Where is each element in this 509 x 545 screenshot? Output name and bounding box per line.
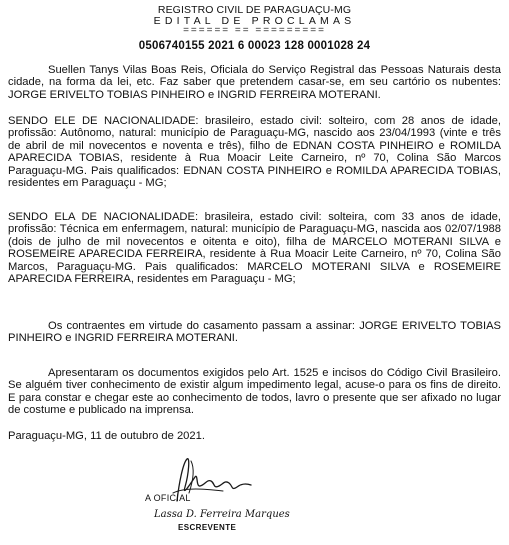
- registry-name: REGISTRO CIVIL DE PARAGUAÇU-MG: [157, 4, 352, 16]
- signatory-role: ESCREVENTE: [178, 523, 237, 532]
- registry-number: 0506740155 2021 6 00023 128 0001028 24: [138, 40, 371, 52]
- signature-names-paragraph: Os contraentes em virtude do casamento passam a assinar: JORGE ERIVELTO TOBIAS PINHEIRO e INGRID FERREIRA MOTERANI.: [8, 320, 501, 345]
- signatory-name: Lassa D. Ferreira Marques: [154, 509, 290, 520]
- signature-label: A OFICIAL: [145, 493, 191, 503]
- bride-paragraph: SENDO ELA DE NACIONALIDADE: brasileira, estado civil: solteira, com 33 anos de idade, profissão: Técnica em enfermagem, natural: município de Paraguaçu-MG, nascida aos 02/07/1988 (dois de julho de mil novecentos e oitenta e oito), filha de MARCELO MOTERANI SILVA e ROSEMEIRE APARECIDA FERREIRA, residente à Rua Moacir Leite Carneiro, nº 70, Colina São Marcos, Paraguaçu-MG. Pais qualificados: MARCELO MOTERANI SILVA e ROSEMEIRE APARECIDA FERREIRA, residentes em Paraguaçu - MG;: [8, 211, 501, 286]
- title-underline: ====== == =========: [183, 25, 326, 36]
- documents-paragraph: Apresentaram os documentos exigidos pelo Art. 1525 e incisos do Código Civil Brasileiro. Se alguém tiver conhecimento de existir algum impedimento legal, acuse-o para os fins de direito. E para constar e chegar este ao conhecimento de todos, lavro o presente que ser afixado no lugar de costume e publicado na imprensa.: [8, 367, 501, 417]
- date-line: Paraguaçu-MG, 11 de outubro de 2021.: [8, 430, 205, 442]
- groom-paragraph: SENDO ELE DE NACIONALIDADE: brasileiro, estado civil: solteiro, com 28 anos de idade, profissão: Autônomo, natural: município de Paraguaçu-MG, nascido aos 23/04/1993 (vinte e três de abril de mil novecentos e noventa e três), filho de EDNAN COSTA PINHEIRO e ROMILDA APARECIDA TOBIAS, residente à Rua Moacir Leite Carneiro, nº 70, Colina São Marcos Paraguaçu-MG. Pais qualificados: EDNAN COSTA PINHEIRO e ROMILDA APARECIDA TOBIAS, residentes em Paraguaçu - MG;: [8, 115, 501, 190]
- intro-paragraph: Suellen Tanys Vilas Boas Reis, Oficiala do Serviço Registral das Pessoas Naturais desta cidade, na forma da lei, etc. Faz saber que pretendem casar-se, em seu cartório os nubentes: JORGE ERIVELTO TOBIAS PINHEIRO e INGRID FERREIRA MOTERANI.: [8, 64, 501, 101]
- document-title: EDITAL DE PROCLAMAS: [153, 15, 356, 27]
